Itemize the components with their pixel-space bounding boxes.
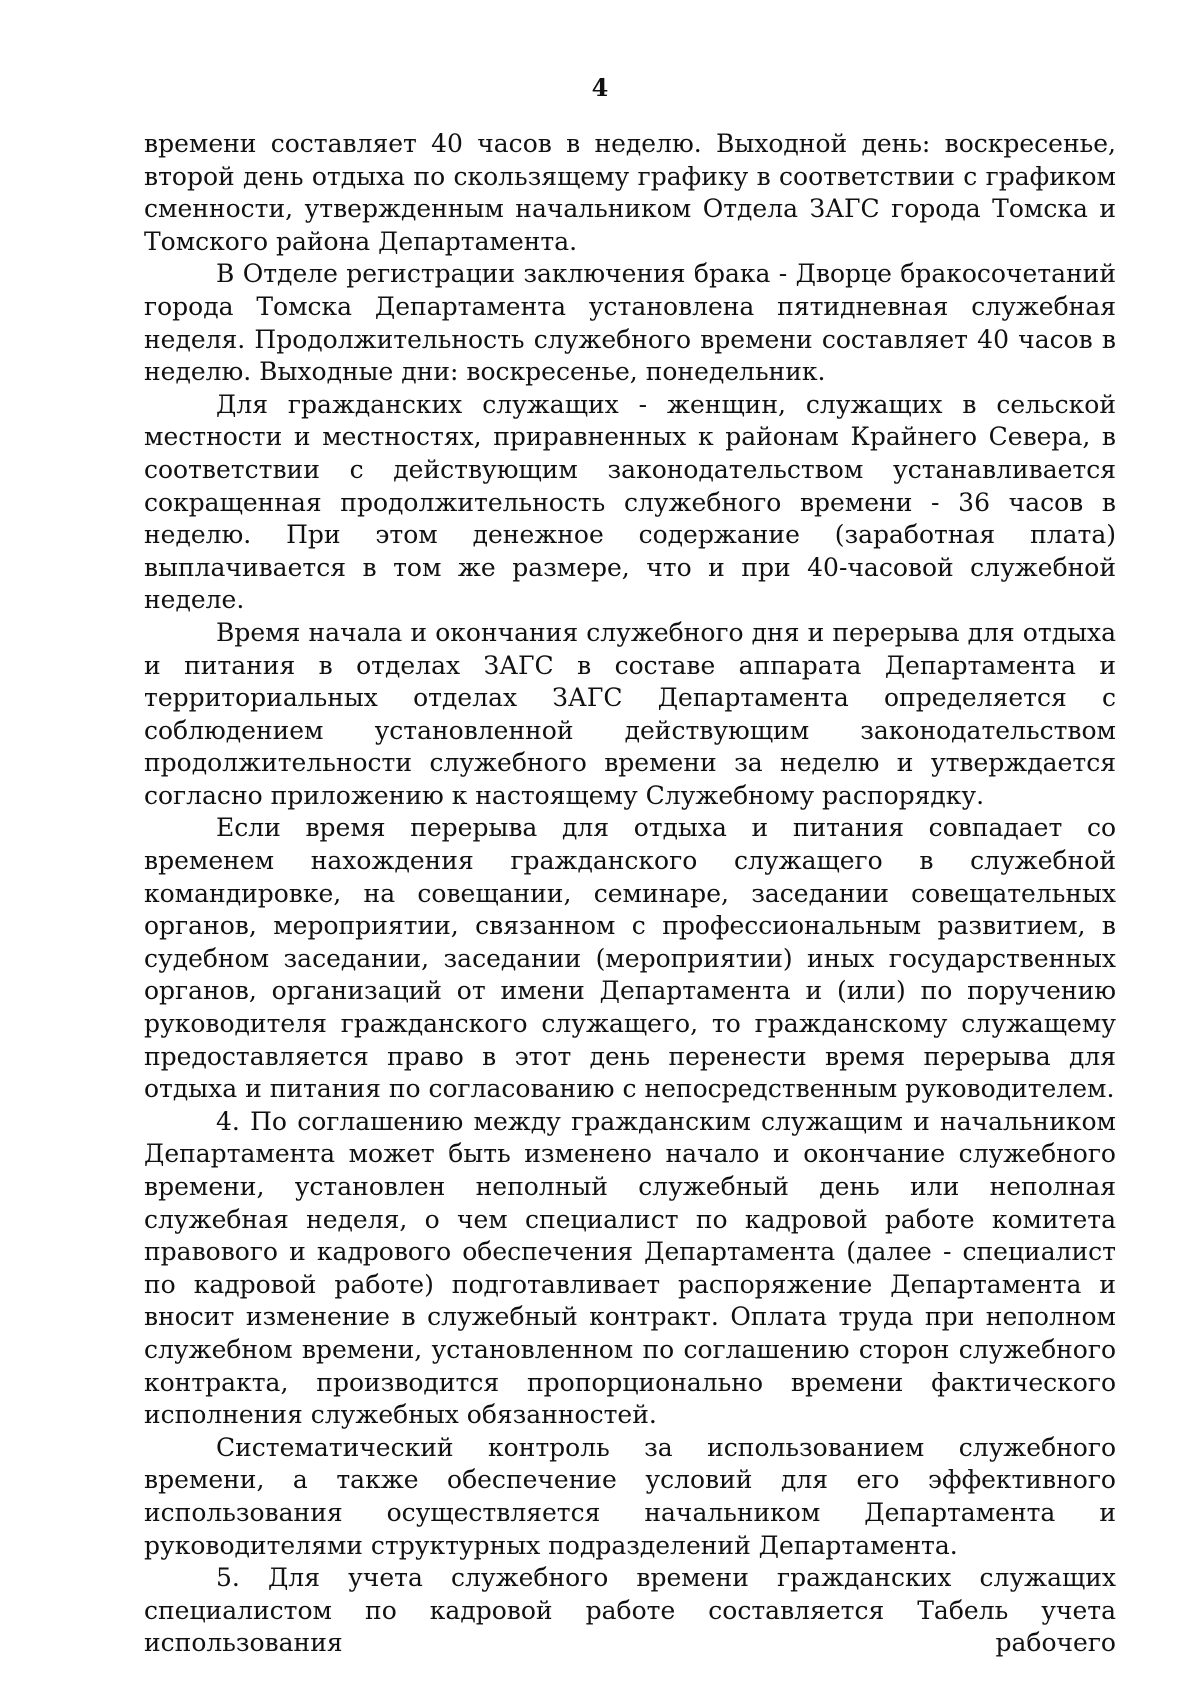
paragraph-6: 4. По соглашению между гражданским служащим и начальником Департамента может быть изменено начало и окончание служебного времени, установлен неполный служебный день или неполная служебная неделя, о чем специалист по кадровой работе комитета правового и кадрового обеспечения Департамента (далее - специалист по кадровой работе) подготавливает распоряжение Департамента и вносит изменение в служебный контракт. Оплата труда при неполном служебном времени, установленном по соглашению сторон служебного контракта, производится пропорционально времени фактического исполнения служебных обязанностей.	[144, 1106, 1116, 1430]
paragraph-3: Для гражданских служащих - женщин, служащих в сельской местности и местностях, приравненных к районам Крайнего Севера, в соответствии с действующим законодательством устанавливается сокращенная продолжительность служебного времени - 36 часов в неделю. При этом денежное содержание (заработная плата) выплачивается в том же размере, что и при 40-часовой служебной неделе.	[144, 389, 1116, 615]
document-body	[144, 128, 1116, 1660]
paragraph-7: Систематический контроль за использованием служебного времени, а также обеспечение условий для его эффективного использования осуществляется начальником Департамента и руководителями структурных подразделений Департамента.	[144, 1432, 1116, 1560]
paragraph-4: Время начала и окончания служебного дня и перерыва для отдыха и питания в отделах ЗАГС в составе аппарата Департамента и территориальных отделах ЗАГС Департамента определяется с соблюдением установленной действующим законодательством продолжительности служебного времени за неделю и утверждается согласно приложению к настоящему Служебному распорядку.	[144, 617, 1116, 810]
page-number: 4	[591, 73, 609, 102]
paragraph-5: Если время перерыва для отдыха и питания совпадает со временем нахождения гражданского служащего в служебной командировке, на совещании, семинаре, заседании совещательных органов, мероприятии, связанном с профессиональным развитием, в судебном заседании, заседании (мероприятии) иных государственных органов, организаций от имени Департамента и (или) по поручению руководителя гражданского служащего, то гражданскому служащему предоставляется право в этот день перенести время перерыва для отдыха и питания по согласованию с непосредственным руководителем.	[144, 813, 1116, 1104]
paragraph-1: времени составляет 40 часов в неделю. Выходной день: воскресенье, второй день отдыха по скользящему графику в соответствии с графиком сменности, утвержденным начальником Отдела ЗАГС города Томска и Томского района Департамента.	[144, 129, 1116, 256]
paragraph-2: В Отделе регистрации заключения брака - Дворце бракосочетаний города Томска Департамента установлена пятидневная служебная неделя. Продолжительность служебного времени составляет 40 часов в неделю. Выходные дни: воскресенье, понедельник.	[144, 259, 1116, 387]
paragraph-8: 5. Для учета служебного времени гражданских служащих специалистом по кадровой работе составляется Табель учета использования рабочего	[144, 1563, 1116, 1658]
